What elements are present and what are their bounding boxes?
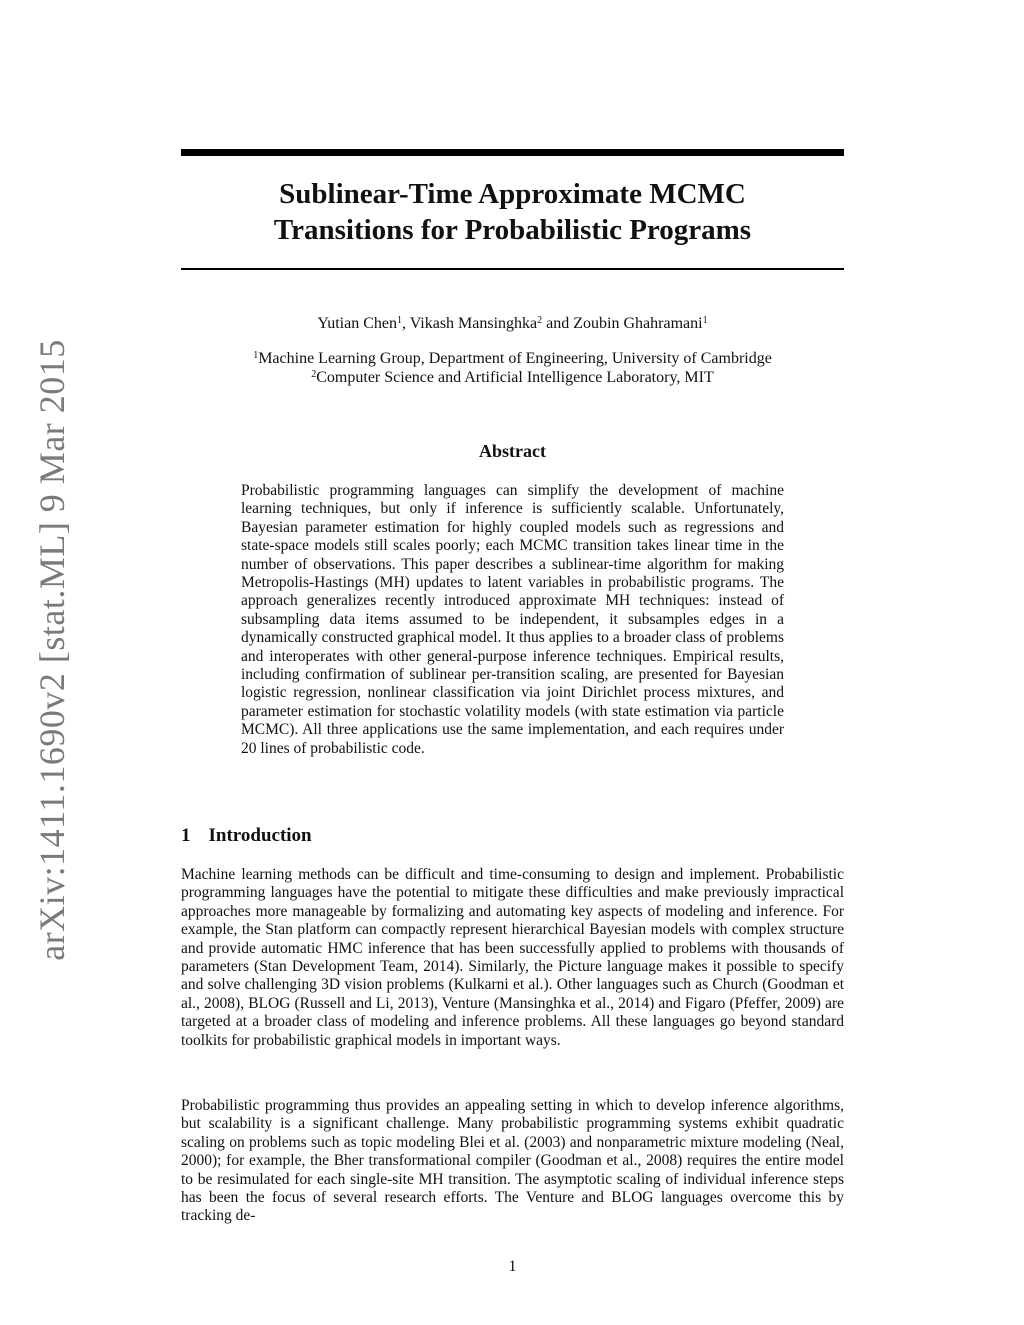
body-paragraph: Machine learning methods can be difficult and time-consuming to design and implement. Probabilistic programming languages have the potential to mitigate these difficulties and make previously impractical approaches more manageable by formalizing and automating key aspects of modeling and inference. For example, the Stan platform can compactly represent hierarchical Bayesian models with complex structure and provide automatic HMC inference that has been successfully applied to problems with thousands of parameters (Stan Development Team, 2014). Similarly, the Picture language makes it possible to specify and solve challenging 3D vision problems (Kulkarni et al.). Other languages such as Church (Goodman et al., 2008), BLOG (Russell and Li, 2013), Venture (Mansinghka et al., 2014) and Figaro (Pfeffer, 2009) are targeted at a broader class of modeling and inference problems. All these languages go beyond standard toolkits for probabilistic graphical models in important ways. (181, 866, 844, 1049)
title-bottom-rule (181, 268, 844, 270)
affiliation-mark: 2 (311, 369, 317, 380)
author-name: Zoubin Ghahramani (573, 315, 703, 332)
affiliation-item (181, 368, 844, 387)
author-name: Vikash Mansinghka (409, 315, 538, 332)
title-line-2: Transitions for Probabilistic Programs (273, 214, 752, 246)
arxiv-identifier: arXiv:1411.1690v2 [stat.ML] 9 Mar 2015 (32, 339, 72, 961)
section-number: 1 (181, 825, 191, 846)
title-top-rule (181, 149, 844, 156)
title-line-1: Sublinear-Time Approximate MCMC (279, 178, 746, 210)
author-name: Yutian Chen (317, 315, 397, 332)
affiliation-item (181, 349, 844, 368)
section-title: Introduction (208, 825, 312, 846)
affiliation-text: Machine Learning Group, Department of Engineering, University of Cambridge (258, 350, 772, 367)
author-affiliation-mark: 1 (702, 315, 708, 326)
abstract-text: Probabilistic programming languages can simplify the development of machine learning techniques, but only if inference is sufficiently scalable. Unfortunately, Bayesian parameter estimation for highly coupled models such as regressions and state-space models still scales poorly; each MCMC transition takes linear time in the number of observations. This paper describes a sublinear-time algorithm for making Metropolis-Hastings (MH) updates to latent variables in probabilistic programs. The approach generalizes recently introduced approximate MH techniques: instead of subsampling data items assumed to be independent, it subsamples edges in a dynamically constructed graphical model. It thus applies to a broader class of problems and interoperates with other general-purpose inference techniques. Empirical results, including confirmation of sublinear per-transition scaling, are presented for Bayesian logistic regression, nonlinear classification via joint Dirichlet process mixtures, and parameter estimation for stochastic volatility models (with state estimation via particle MCMC). All three applications use the same implementation, and each requires under 20 lines of probabilistic code. (241, 482, 784, 757)
author-list (181, 314, 844, 334)
author-separator: and (542, 315, 574, 332)
author-affiliation-mark: 2 (537, 315, 543, 326)
abstract-heading: Abstract (479, 441, 546, 461)
affiliation-text: Computer Science and Artificial Intelligence Laboratory, MIT (316, 369, 714, 386)
body-paragraph: Probabilistic programming thus provides an appealing setting in which to develop inference algorithms, but scalability is a significant challenge. Many probabilistic programming systems exhibit quadratic scaling on problems such as topic modeling Blei et al. (2003) and nonparametric mixture modeling (Neal, 2000); for example, the Bher transformational compiler (Goodman et al., 2008) requires the entire model to be resimulated for each single-site MH transition. The asymptotic scaling of individual inference steps has been the focus of several research efforts. The Venture and BLOG languages overcome this by tracking de- (181, 1097, 844, 1225)
paper-title (181, 176, 844, 248)
affiliation-mark: 1 (253, 350, 259, 361)
page-number: 1 (508, 1258, 517, 1275)
author-affiliation-mark: 1 (396, 315, 402, 326)
section-heading (181, 825, 312, 847)
author-separator: , (401, 315, 410, 332)
affiliation-list (181, 349, 844, 387)
